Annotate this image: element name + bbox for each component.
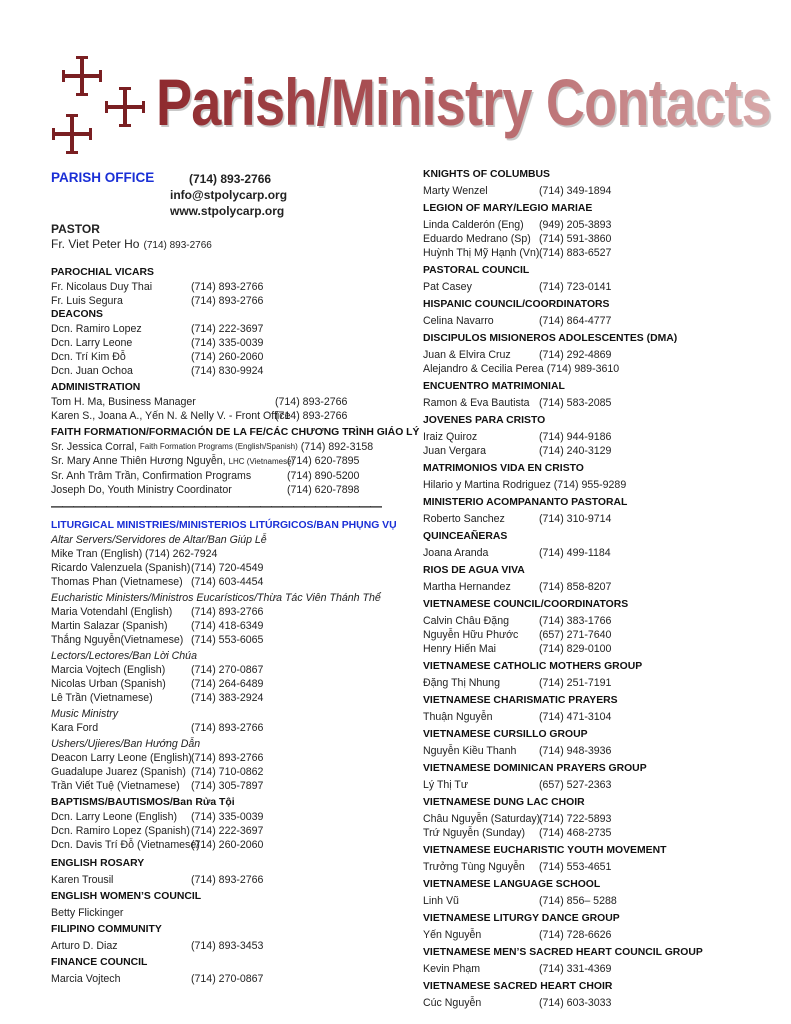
- contact-row: [51, 619, 411, 633]
- contact-phone[interactable]: (714) 893-2766: [191, 295, 264, 307]
- contact-phone[interactable]: (714) 944-9186: [539, 431, 612, 443]
- contact-name: Henry Hiến Mai: [423, 643, 497, 655]
- contact-phone[interactable]: (714) 864-4777: [539, 315, 612, 327]
- contact-name: Thuận Nguyễn: [423, 711, 493, 723]
- subsection-heading: Music Ministry: [51, 708, 119, 720]
- office-email-link[interactable]: info@stpolycarp.org: [170, 188, 288, 202]
- contact-row: [423, 348, 763, 362]
- contact-row: [51, 561, 411, 575]
- contact-row: [51, 663, 411, 677]
- contact-phone[interactable]: (949) 205-3893: [539, 219, 612, 231]
- contact-name: Betty Flickinger: [51, 907, 124, 919]
- contact-row: [51, 838, 411, 852]
- pastor-phone[interactable]: (714) 893-2766: [143, 240, 212, 251]
- section-heading: VIETNAMESE CURSILLO GROUP: [423, 729, 588, 740]
- section-heading: MATRIMONIOS VIDA EN CRISTO: [423, 463, 584, 474]
- section-heading: FAITH FORMATION/FORMACIÓN DE LA FE/CÁC CHƯƠNG TRÌNH GIÁO LÝ: [51, 427, 420, 438]
- contact-name: Kevin Phạm: [423, 963, 481, 975]
- contact-phone[interactable]: (714) 260-2060: [191, 839, 264, 851]
- contact-name: Martha Hernandez: [423, 581, 511, 593]
- section-heading: VIETNAMESE LITURGY DANCE GROUP: [423, 913, 620, 924]
- contact-phone[interactable]: (714) 468-2735: [539, 827, 612, 839]
- contact-phone[interactable]: (714) 222-3697: [191, 825, 264, 837]
- contact-name: Dcn. Davis Trí Đỗ (Vietnamese): [51, 839, 200, 851]
- contact-name: Nguyễn Kiều Thanh: [423, 745, 517, 757]
- contact-phone[interactable]: (714) 858-8207: [539, 581, 612, 593]
- section-heading: KNIGHTS OF COLUMBUS: [423, 169, 550, 180]
- contact-row: [51, 779, 411, 793]
- section-heading: VIETNAMESE DUNG LAC CHOIR: [423, 797, 585, 808]
- contact-row: [51, 322, 411, 336]
- contact-phone[interactable]: (657) 527-2363: [539, 779, 612, 791]
- cross-icon: [62, 56, 102, 96]
- section-heading: RIOS DE AGUA VIVA: [423, 565, 525, 576]
- contact-name: Nguyễn Hữu Phước: [423, 629, 519, 641]
- contact-phone[interactable]: (714) 893-2766: [191, 606, 264, 618]
- contact-name: Cúc Nguyễn: [423, 997, 482, 1009]
- contact-phone[interactable]: (714) 591-3860: [539, 233, 612, 245]
- contact-row: [51, 454, 411, 469]
- contact-row: [423, 280, 763, 294]
- contact-phone[interactable]: (714) 893-2766: [275, 410, 348, 422]
- contact-row: [51, 721, 411, 735]
- section-heading: VIETNAMESE CATHOLIC MOTHERS GROUP: [423, 661, 643, 672]
- contact-name: Linda Calderón (Eng): [423, 219, 524, 231]
- contact-phone[interactable]: (714) 471-3104: [539, 711, 612, 723]
- contact-phone[interactable]: (714) 710-0862: [191, 766, 264, 778]
- contact-row: [423, 710, 763, 724]
- contact-row: [423, 962, 763, 976]
- office-phone[interactable]: (714) 893-2766: [189, 172, 272, 186]
- contact-phone[interactable]: (714) 883-6527: [539, 247, 612, 259]
- page-title: Parish/Ministry Contacts: [156, 62, 771, 142]
- contact-name: Pat Casey: [423, 281, 472, 293]
- contact-phone[interactable]: (714) 948-3936: [539, 745, 612, 757]
- contact-name: Dcn. Juan Ochoa: [51, 365, 133, 377]
- contact-name: Lê Trần (Vietnamese): [51, 692, 153, 704]
- contact-name: Joseph Do, Youth Ministry Coordinator: [51, 484, 232, 496]
- contact-note: Faith Formation Programs (English/Spanish): [139, 442, 298, 451]
- section-heading: VIETNAMESE COUNCIL/COORDINATORS: [423, 599, 629, 610]
- section-heading: VIETNAMESE CHARISMATIC PRAYERS: [423, 695, 618, 706]
- section-heading: FINANCE COUNCIL: [51, 957, 148, 968]
- contact-phone[interactable]: (657) 271-7640: [539, 629, 612, 641]
- contact-row: [423, 546, 763, 560]
- contact-row: [423, 812, 763, 826]
- contact-row: [423, 218, 763, 232]
- contact-name: Iraiz Quiroz: [423, 431, 478, 443]
- contact-row: [51, 440, 411, 454]
- subsection-heading: Eucharistic Ministers/Ministros Eucarísticos/Thừa Tác Viên Thánh Thể: [51, 592, 381, 604]
- contact-phone[interactable]: (714) 830-9924: [191, 365, 264, 377]
- contact-name: Yến Nguyễn: [423, 929, 482, 941]
- section-heading: LITURGICAL MINISTRIES/MINISTERIOS LITÚRGICOS/BAN PHỤNG VỤ: [51, 520, 397, 531]
- contact-name: Thomas Phan (Vietnamese): [51, 576, 183, 588]
- contact-row: [51, 395, 411, 409]
- divider: ——————————————————————————————: [51, 499, 381, 513]
- contact-name: Dcn. Larry Leone (English): [51, 811, 178, 823]
- contact-phone[interactable]: (714) 603-3033: [539, 997, 612, 1009]
- contact-row: [51, 751, 411, 765]
- contact-name: Trứ Nguyễn (Sunday): [423, 827, 526, 839]
- contact-row: [51, 633, 411, 647]
- contact-row: [51, 364, 411, 378]
- contact-row: [423, 430, 763, 444]
- contact-name: Guadalupe Juarez (Spanish): [51, 766, 186, 778]
- contact-phone[interactable]: (714) 349-1894: [539, 185, 612, 197]
- contact-row: [51, 350, 411, 364]
- contact-phone[interactable]: (714) 603-4454: [191, 576, 264, 588]
- contact-row: [423, 744, 763, 758]
- section-heading: PASTORAL COUNCIL: [423, 265, 530, 276]
- contact-phone[interactable]: (714) 856– 5288: [539, 895, 617, 907]
- contact-row: [423, 826, 763, 840]
- contact-phone[interactable]: (714) 292-4869: [539, 349, 612, 361]
- contact-phone[interactable]: (714) 335-0039: [191, 337, 264, 349]
- left-column: [51, 168, 420, 986]
- section-heading: VIETNAMESE SACRED HEART CHOIR: [423, 981, 613, 992]
- contact-name: Huỳnh Thị Mỹ Hạnh (Vn): [423, 247, 540, 259]
- contact-name: Eduardo Medrano (Sp): [423, 233, 531, 245]
- contact-row: [51, 691, 411, 705]
- contact-phone[interactable]: (714) 264-6489: [191, 678, 264, 690]
- office-title: PARISH OFFICE: [51, 170, 155, 185]
- contact-row: [423, 676, 763, 690]
- contact-name: Marcia Vojtech (English): [51, 664, 166, 676]
- contact-phone[interactable]: (714) 583-2085: [539, 397, 612, 409]
- contact-phone[interactable]: (714) 222-3697: [191, 323, 264, 335]
- contact-name: Calvin Châu Đặng: [423, 615, 509, 627]
- contact-row: [51, 294, 411, 308]
- contact-phone[interactable]: (714) 989-3610: [546, 363, 620, 375]
- contact-row: [423, 396, 763, 410]
- contact-row: [51, 469, 411, 483]
- contact-name: Dcn. Larry Leone: [51, 337, 133, 349]
- contact-row: [423, 614, 763, 628]
- contact-phone[interactable]: (714) 310-9714: [539, 513, 612, 525]
- contact-row: [423, 996, 763, 1010]
- section-heading: MINISTERIO ACOMPANANTO PASTORAL: [423, 497, 628, 508]
- section-heading: FILIPINO COMMUNITY: [51, 924, 162, 935]
- contact-name: Marcia Vojtech: [51, 973, 121, 985]
- contact-phone[interactable]: (714) 262-7924: [145, 548, 218, 560]
- contact-row: [51, 939, 411, 953]
- contact-name: Juan & Elvira Cruz: [423, 349, 511, 361]
- contact-row: [423, 580, 763, 594]
- contact-name: Lý Thị Tư: [423, 779, 468, 791]
- contact-name: Kara Ford: [51, 722, 99, 734]
- section-heading: LEGION OF MARY/LEGIO MARIAE: [423, 203, 593, 214]
- pastor-heading: PASTOR: [51, 222, 100, 236]
- contact-phone[interactable]: (714) 383-2924: [191, 692, 264, 704]
- subsection-heading: Ushers/Ujieres/Ban Hướng Dẫn: [51, 738, 201, 750]
- contact-name: Karen Trousil: [51, 874, 114, 886]
- contact-name: Ricardo Valenzuela (Spanish): [51, 562, 191, 574]
- pastor-name: Fr. Viet Peter Ho: [51, 237, 140, 251]
- contact-name: Fr. Nicolaus Duy Thai: [51, 281, 153, 293]
- section-heading: VIETNAMESE DOMINICAN PRAYERS GROUP: [423, 763, 647, 774]
- contact-row: [51, 810, 411, 824]
- contact-name: Sr. Jessica Corral,: [51, 441, 137, 453]
- right-column: [423, 168, 763, 1010]
- contact-phone[interactable]: (714) 829-0100: [539, 643, 612, 655]
- subsection-heading: Lectors/Lectores/Ban Lời Chúa: [51, 650, 197, 662]
- contact-phone[interactable]: (714) 892-3158: [300, 441, 374, 453]
- section-heading: BAPTISMS/BAUTISMOS/Ban Rửa Tội: [51, 797, 235, 808]
- contact-phone[interactable]: (714) 728-6626: [539, 929, 612, 941]
- contact-phone[interactable]: (714) 240-3129: [539, 445, 612, 457]
- pastor-row: [51, 236, 411, 254]
- contact-row: [51, 409, 411, 423]
- contact-row: [51, 547, 411, 561]
- contact-name: Karen S., Joana A., Yến N. & Nelly V. - Front Office: [51, 410, 291, 422]
- contact-phone[interactable]: (714) 893-3453: [191, 940, 264, 952]
- contact-name: Deacon Larry Leone (English): [51, 752, 192, 764]
- cross-icon: [105, 87, 145, 127]
- contact-phone[interactable]: (714) 260-2060: [191, 351, 264, 363]
- contact-row: [423, 314, 763, 328]
- contact-row: [423, 478, 763, 492]
- contact-phone[interactable]: (714) 251-7191: [539, 677, 612, 689]
- contact-name: Dcn. Trí Kim Đỗ: [51, 351, 126, 363]
- section-heading: DISCIPULOS MISIONEROS ADOLESCENTES (DMA): [423, 333, 678, 344]
- contact-row: [423, 512, 763, 526]
- contact-row: [423, 362, 763, 376]
- contact-name: Thắng Nguyễn(Vietnamese): [51, 634, 184, 646]
- contact-row: [51, 280, 411, 294]
- contact-phone[interactable]: (714) 955-9289: [553, 479, 627, 491]
- contact-name: Linh Vũ: [423, 895, 459, 907]
- contact-phone[interactable]: (714) 270-0867: [191, 973, 264, 985]
- contact-phone[interactable]: (714) 418-6349: [191, 620, 264, 632]
- contact-name: Trưởng Tùng Nguyễn: [423, 861, 525, 873]
- contact-row: [423, 628, 763, 642]
- contact-name: Marty Wenzel: [423, 185, 488, 197]
- contact-row: [423, 184, 763, 198]
- section-heading: VIETNAMESE MEN’S SACRED HEART COUNCIL GROUP: [423, 947, 703, 958]
- contact-phone[interactable]: (714) 893-2766: [191, 281, 264, 293]
- contact-name: Sr. Mary Anne Thiên Hương Nguyễn,: [51, 455, 226, 467]
- contact-phone[interactable]: (714) 305-7897: [191, 780, 264, 792]
- contact-phone[interactable]: (714) 890-5200: [287, 470, 360, 482]
- section-heading: ENGLISH WOMEN’S COUNCIL: [51, 891, 202, 902]
- contact-name: Celina Navarro: [423, 315, 494, 327]
- parish-office: [51, 168, 411, 220]
- contact-row: [423, 928, 763, 942]
- contact-name: Alejandro & Cecilia Perea: [423, 363, 544, 375]
- contact-name: Roberto Sanchez: [423, 513, 505, 525]
- contact-phone[interactable]: (714) 620-7898: [287, 484, 360, 496]
- contact-name: Ramon & Eva Bautista: [423, 397, 530, 409]
- section-heading: HISPANIC COUNCIL/COORDINATORS: [423, 299, 610, 310]
- contact-phone[interactable]: (714) 383-1766: [539, 615, 612, 627]
- page-header: [48, 52, 771, 162]
- contact-row: [51, 605, 411, 619]
- contact-phone[interactable]: (714) 893-2766: [191, 874, 264, 886]
- contact-name: Mike Tran (English): [51, 548, 143, 560]
- contact-name: Martin Salazar (Spanish): [51, 620, 168, 632]
- contact-row: [51, 575, 411, 589]
- contact-phone[interactable]: (714) 553-6065: [191, 634, 264, 646]
- contact-name: Trần Viết Tuệ (Vietnamese): [51, 780, 180, 792]
- section-heading: JOVENES PARA CRISTO: [423, 415, 546, 426]
- subsection-heading: Altar Servers/Servidores de Altar/Ban Giúp Lễ: [51, 534, 267, 546]
- contact-phone[interactable]: (714) 331-4369: [539, 963, 612, 975]
- contact-name: Fr. Luis Segura: [51, 295, 123, 307]
- contact-name: Nicolas Urban (Spanish): [51, 678, 166, 690]
- contact-name: Dcn. Ramiro Lopez (Spanish): [51, 825, 190, 837]
- contact-phone[interactable]: (714) 553-4651: [539, 861, 612, 873]
- cross-icon: [52, 114, 92, 154]
- contact-row: [423, 444, 763, 458]
- section-heading: ENCUENTRO MATRIMONIAL: [423, 381, 565, 392]
- contact-name: Sr. Anh Trâm Trần, Confirmation Programs: [51, 470, 252, 482]
- contact-row: [423, 778, 763, 792]
- contact-name: Hilario y Martina Rodriguez: [423, 479, 551, 491]
- section-heading: ENGLISH ROSARY: [51, 858, 145, 869]
- contact-name: Joana Aranda: [423, 547, 489, 559]
- section-heading: QUINCEAÑERAS: [423, 531, 508, 542]
- contact-phone[interactable]: (714) 620-7895: [287, 455, 360, 467]
- contact-name: Maria Votendahl (English): [51, 606, 173, 618]
- contact-name: Juan Vergara: [423, 445, 487, 457]
- contact-row: [423, 246, 763, 260]
- contact-row: [51, 824, 411, 838]
- section-heading: VIETNAMESE LANGUAGE SCHOOL: [423, 879, 601, 890]
- contact-row: [51, 336, 411, 350]
- contact-row: [51, 873, 411, 887]
- contact-name: Dcn. Ramiro Lopez: [51, 323, 142, 335]
- contact-note: LHC (Vietnamese): [228, 457, 295, 466]
- contact-row: [51, 677, 411, 691]
- contact-phone[interactable]: (714) 722-5893: [539, 813, 612, 825]
- contact-name: Arturo D. Diaz: [51, 940, 118, 952]
- contact-row: [423, 232, 763, 246]
- contact-phone[interactable]: (714) 720-4549: [191, 562, 264, 574]
- contact-row: [423, 642, 763, 656]
- section-heading: PAROCHIAL VICARS: [51, 267, 154, 278]
- contact-phone[interactable]: (714) 893-2766: [191, 722, 264, 734]
- contact-row: [51, 906, 411, 920]
- contact-name: Tom H. Ma, Business Manager: [51, 396, 196, 408]
- contact-name: Đặng Thị Nhung: [423, 677, 500, 689]
- section-heading: DEACONS: [51, 309, 103, 320]
- contact-phone[interactable]: (714) 893-2766: [191, 752, 264, 764]
- contact-phone[interactable]: (714) 893-2766: [275, 396, 348, 408]
- section-heading: ADMINISTRATION: [51, 382, 141, 393]
- contact-phone[interactable]: (714) 499-1184: [539, 547, 611, 559]
- contact-row: [51, 483, 411, 497]
- contact-row: [51, 765, 411, 779]
- contact-phone[interactable]: (714) 335-0039: [191, 811, 264, 823]
- contact-row: [423, 894, 763, 908]
- section-heading: VIETNAMESE EUCHARISTIC YOUTH MOVEMENT: [423, 845, 667, 856]
- contact-row: [51, 972, 411, 986]
- contact-row: [423, 860, 763, 874]
- contact-phone[interactable]: (714) 723-0141: [539, 281, 612, 293]
- contact-phone[interactable]: (714) 270-0867: [191, 664, 264, 676]
- office-website-link[interactable]: www.stpolycarp.org: [170, 204, 285, 218]
- contact-name: Châu Nguyễn (Saturday): [423, 813, 541, 825]
